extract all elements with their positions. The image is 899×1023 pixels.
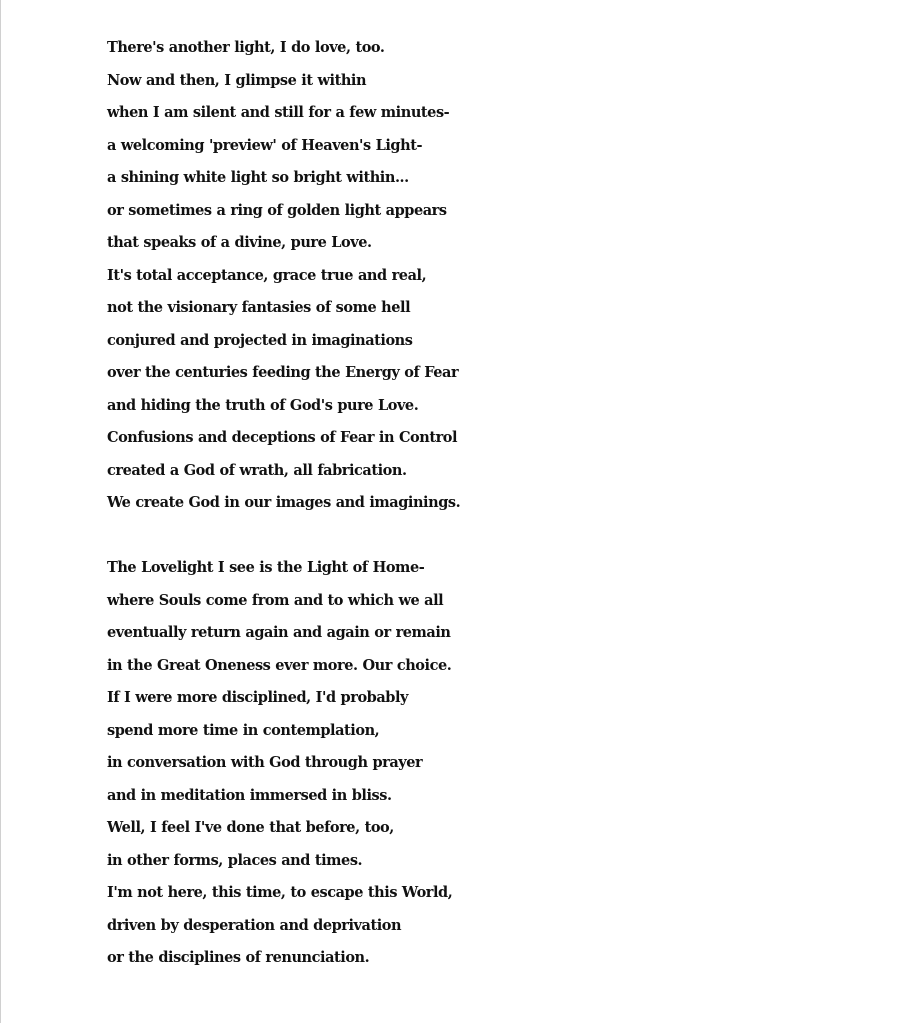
poem-line: The Lovelight I see is the Light of Home- — [107, 559, 425, 576]
poem-line: over the centuries feeding the Energy of Fear — [107, 364, 459, 381]
poem-line: when I am silent and still for a few minutes- — [107, 104, 450, 121]
page-edge — [0, 0, 1, 1023]
poem-line: in other forms, places and times. — [107, 851, 363, 869]
poem-line: I'm not here, this time, to escape this World, — [107, 884, 453, 901]
poem-line: Now and then, I glimpse it within — [107, 71, 367, 89]
poem-line: in the Great Oneness ever more. Our choice. — [107, 656, 452, 674]
poem-line: Well, I feel I've done that before, too, — [107, 819, 394, 836]
poem-line: and hiding the truth of God's pure Love. — [107, 396, 419, 414]
poem-line: where Souls come from and to which we all — [107, 591, 444, 609]
poem-line: driven by desperation and deprivation — [107, 916, 402, 934]
poem-line: There's another light, I do love, too. — [107, 39, 385, 56]
poem-line: or sometimes a ring of golden light appears — [107, 201, 447, 219]
poem-line: that speaks of a divine, pure Love. — [107, 234, 372, 251]
poem-line: conjured and projected in imaginations — [107, 331, 413, 349]
poem-line: created a God of wrath, all fabrication. — [107, 461, 407, 479]
poem-line: spend more time in contemplation, — [107, 721, 380, 739]
poem-line: If I were more disciplined, I'd probably — [107, 689, 409, 706]
poem-line: Confusions and deceptions of Fear in Control — [107, 429, 458, 446]
poem-line: a welcoming 'preview' of Heaven's Light- — [107, 136, 423, 154]
poem-line: It's total acceptance, grace true and real, — [107, 266, 427, 284]
poem-line: or the disciplines of renunciation. — [107, 949, 370, 966]
poem-line: We create God in our images and imaginings. — [107, 494, 461, 511]
poem-line: eventually return again and again or remain — [107, 624, 451, 641]
poem-line: a shining white light so bright within... — [107, 169, 409, 186]
stanza-break — [107, 525, 460, 558]
poem-line: and in meditation immersed in bliss. — [107, 786, 392, 804]
poem-line: in conversation with God through prayer — [107, 754, 423, 771]
poem-body — [107, 37, 460, 980]
poem-line: not the visionary fantasies of some hell — [107, 299, 411, 316]
